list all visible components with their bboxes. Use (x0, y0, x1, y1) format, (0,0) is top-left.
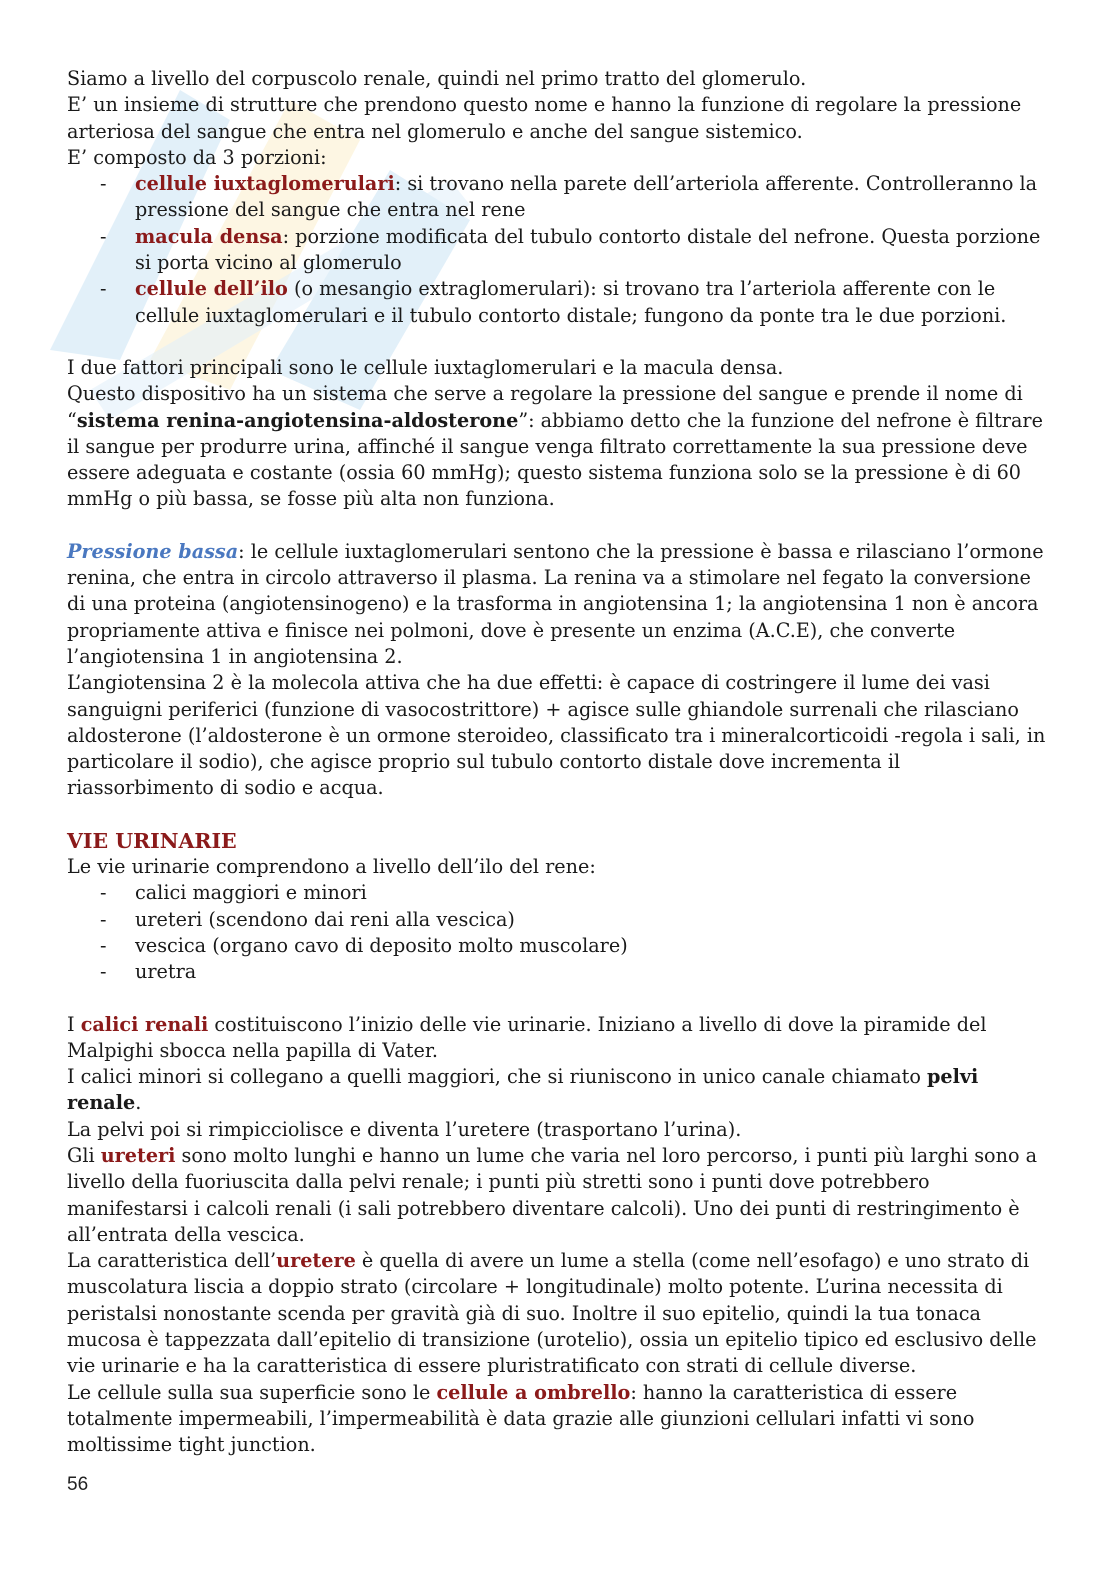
minori-paragraph (67, 1064, 1052, 1117)
list-item: - uretra (67, 959, 1052, 985)
ureteri-paragraph (67, 1143, 1052, 1248)
sistema-line-1: I due fattori principali sono le cellule iuxtaglomerulari e la macula densa. (67, 355, 784, 379)
ombrello-paragraph (67, 1380, 1052, 1459)
term: cellule dell’ilo (135, 277, 288, 301)
term-text: (o mesangio extraglomerulari): si trovano tra l’arteriola afferente con le cellule iuxtaglomerulari e il tubulo contorto distale; fungono da ponte tra le due porzioni. (135, 277, 1007, 327)
text: La caratteristica dell’ (67, 1249, 277, 1273)
term: ureteri (100, 1143, 176, 1167)
page-number: 56 (67, 1474, 89, 1495)
term: cellule a ombrello (436, 1380, 631, 1404)
text: Questo dispositivo ha un sistema che serve a regolare la pressione del sangue e prende il nome di “ (67, 382, 1023, 432)
text: I (67, 1012, 81, 1036)
section-heading: VIE URINARIE (67, 828, 237, 853)
vie-list (67, 880, 1052, 985)
text: costituiscono l’inizio delle vie urinarie. Iniziano a livello di dove la piramide del Malpighi sbocca nella papilla di Vater. (67, 1012, 987, 1062)
term-text: : si trovano nella parete dell’arteriola afferente. Controlleranno la pressione del sangue che entra nel rene (135, 172, 1038, 222)
list-item (67, 171, 1052, 224)
list-item: - ureteri (scendono dai reni alla vescica) (67, 907, 1052, 933)
sistema-name: sistema renina-angiotensina-aldosterone (76, 408, 519, 432)
term: pelvi renale (67, 1065, 979, 1115)
vie-intro: Le vie urinarie comprendono a livello dell’ilo del rene: (67, 855, 596, 879)
porzioni-list (67, 171, 1052, 329)
text: è quella di avere un lume a stella (come nell’esofago) e uno strato di muscolatura liscia a doppio strato (circolare + longitudinale) molto potente. L’urina necessita di peristalsi nonostante scenda per gravità già di suo. Inoltre il suo epitelio, quindi la tua tonaca mucosa è tappezzata dall’epitelio di transizione (urotelio), ossia un epitelio tipico ed esclusivo delle vie urinarie e ha la caratteristica di essere pluristratificato con strati di cellule diverse. (67, 1249, 1037, 1378)
text: sono molto lunghi e hanno un lume che varia nel loro percorso, i punti più larghi sono a livello della fuoriuscita dalla pelvi renale; i punti più stretti sono i punti dove potrebbero manifestarsi i calcoli renali (i sali potrebbero diventare calcoli). Uno dei punti di restringimento è all’entrata della vescica. (67, 1143, 1038, 1246)
term: macula densa (135, 224, 283, 248)
pelvi-paragraph: La pelvi poi si rimpicciolisce e diventa l’uretere (trasportano l’urina). (67, 1117, 742, 1141)
list-item: - calici maggiori e minori (67, 880, 1052, 906)
intro-line-2: E’ un insieme di strutture che prendono questo nome e hanno la funzione di regolare la pressione arteriosa del sangue che entra nel glomerulo e anche del sangue sistemico. (67, 93, 1022, 143)
intro-line-3: E’ composto da 3 porzioni: (67, 145, 327, 169)
sistema-paragraph (67, 381, 1052, 512)
pressione-label: Pressione bassa (67, 539, 239, 563)
text: : le cellule iuxtaglomerulari sentono che la pressione è bassa e rilasciano l’ormone renina, che entra in circolo attraverso il plasma. La renina va a stimolare nel fegato la conversione di una proteina (angiotensinogeno) e la trasforma in angiotensina 1; la angiotensina 1 non è ancora propriamente attiva e finisce nei polmoni, dove è presente un enzima (A.C.E), che converte l’angiotensina 1 in angiotensina 2. (67, 539, 1044, 668)
calici-paragraph (67, 1012, 1052, 1065)
text: Le cellule sulla sua superficie sono le (67, 1380, 437, 1404)
text: . (135, 1091, 142, 1115)
term: uretere (276, 1249, 356, 1273)
term-text: : porzione modificata del tubulo contorto distale del nefrone. Questa porzione si porta vicino al glomerulo (135, 224, 1041, 275)
page-content (67, 66, 1052, 1459)
pressione-paragraph (67, 539, 1052, 670)
intro-line-1: Siamo a livello del corpuscolo renale, quindi nel primo tratto del glomerulo. (67, 67, 807, 90)
list-item (67, 276, 1052, 329)
angiotensina-paragraph: L’angiotensina 2 è la molecola attiva che ha due effetti: è capace di costringere il lume dei vasi sanguigni periferici (funzione di vasocostrittore) + agisce sulle ghiandole surrenali che rilasciano aldosterone (l’aldosterone è un ormone steroideo, classificato tra i mineralcorticoidi -regola i sali, in particolare il sodio), che agisce proprio sul tubulo contorto distale dove incrementa il riassorbimento di sodio e acqua. (67, 671, 1046, 800)
list-item: - vescica (organo cavo di deposito molto muscolare) (67, 933, 1052, 959)
text: Gli (67, 1143, 101, 1167)
text: I calici minori si collegano a quelli maggiori, che si riuniscono in unico canale chiamato (67, 1065, 927, 1089)
text: ”: abbiamo detto che la funzione del nefrone è filtrare il sangue per produrre urina, affinché il sangue venga filtrato correttamente la sua pressione deve essere adeguata e costante (ossia 60 mmHg); questo sistema funziona solo se la pressione è di 60 mmHg o più bassa, se fosse più alta non funziona. (67, 408, 1043, 511)
term: calici renali (80, 1012, 209, 1036)
text: : hanno la caratteristica di essere totalmente impermeabili, l’impermeabilità è data grazie alle giunzioni cellulari infatti vi sono moltissime tight junction. (67, 1380, 975, 1457)
term: cellule iuxtaglomerulari (135, 172, 395, 196)
uretere-paragraph (67, 1248, 1052, 1379)
list-item (67, 224, 1052, 277)
